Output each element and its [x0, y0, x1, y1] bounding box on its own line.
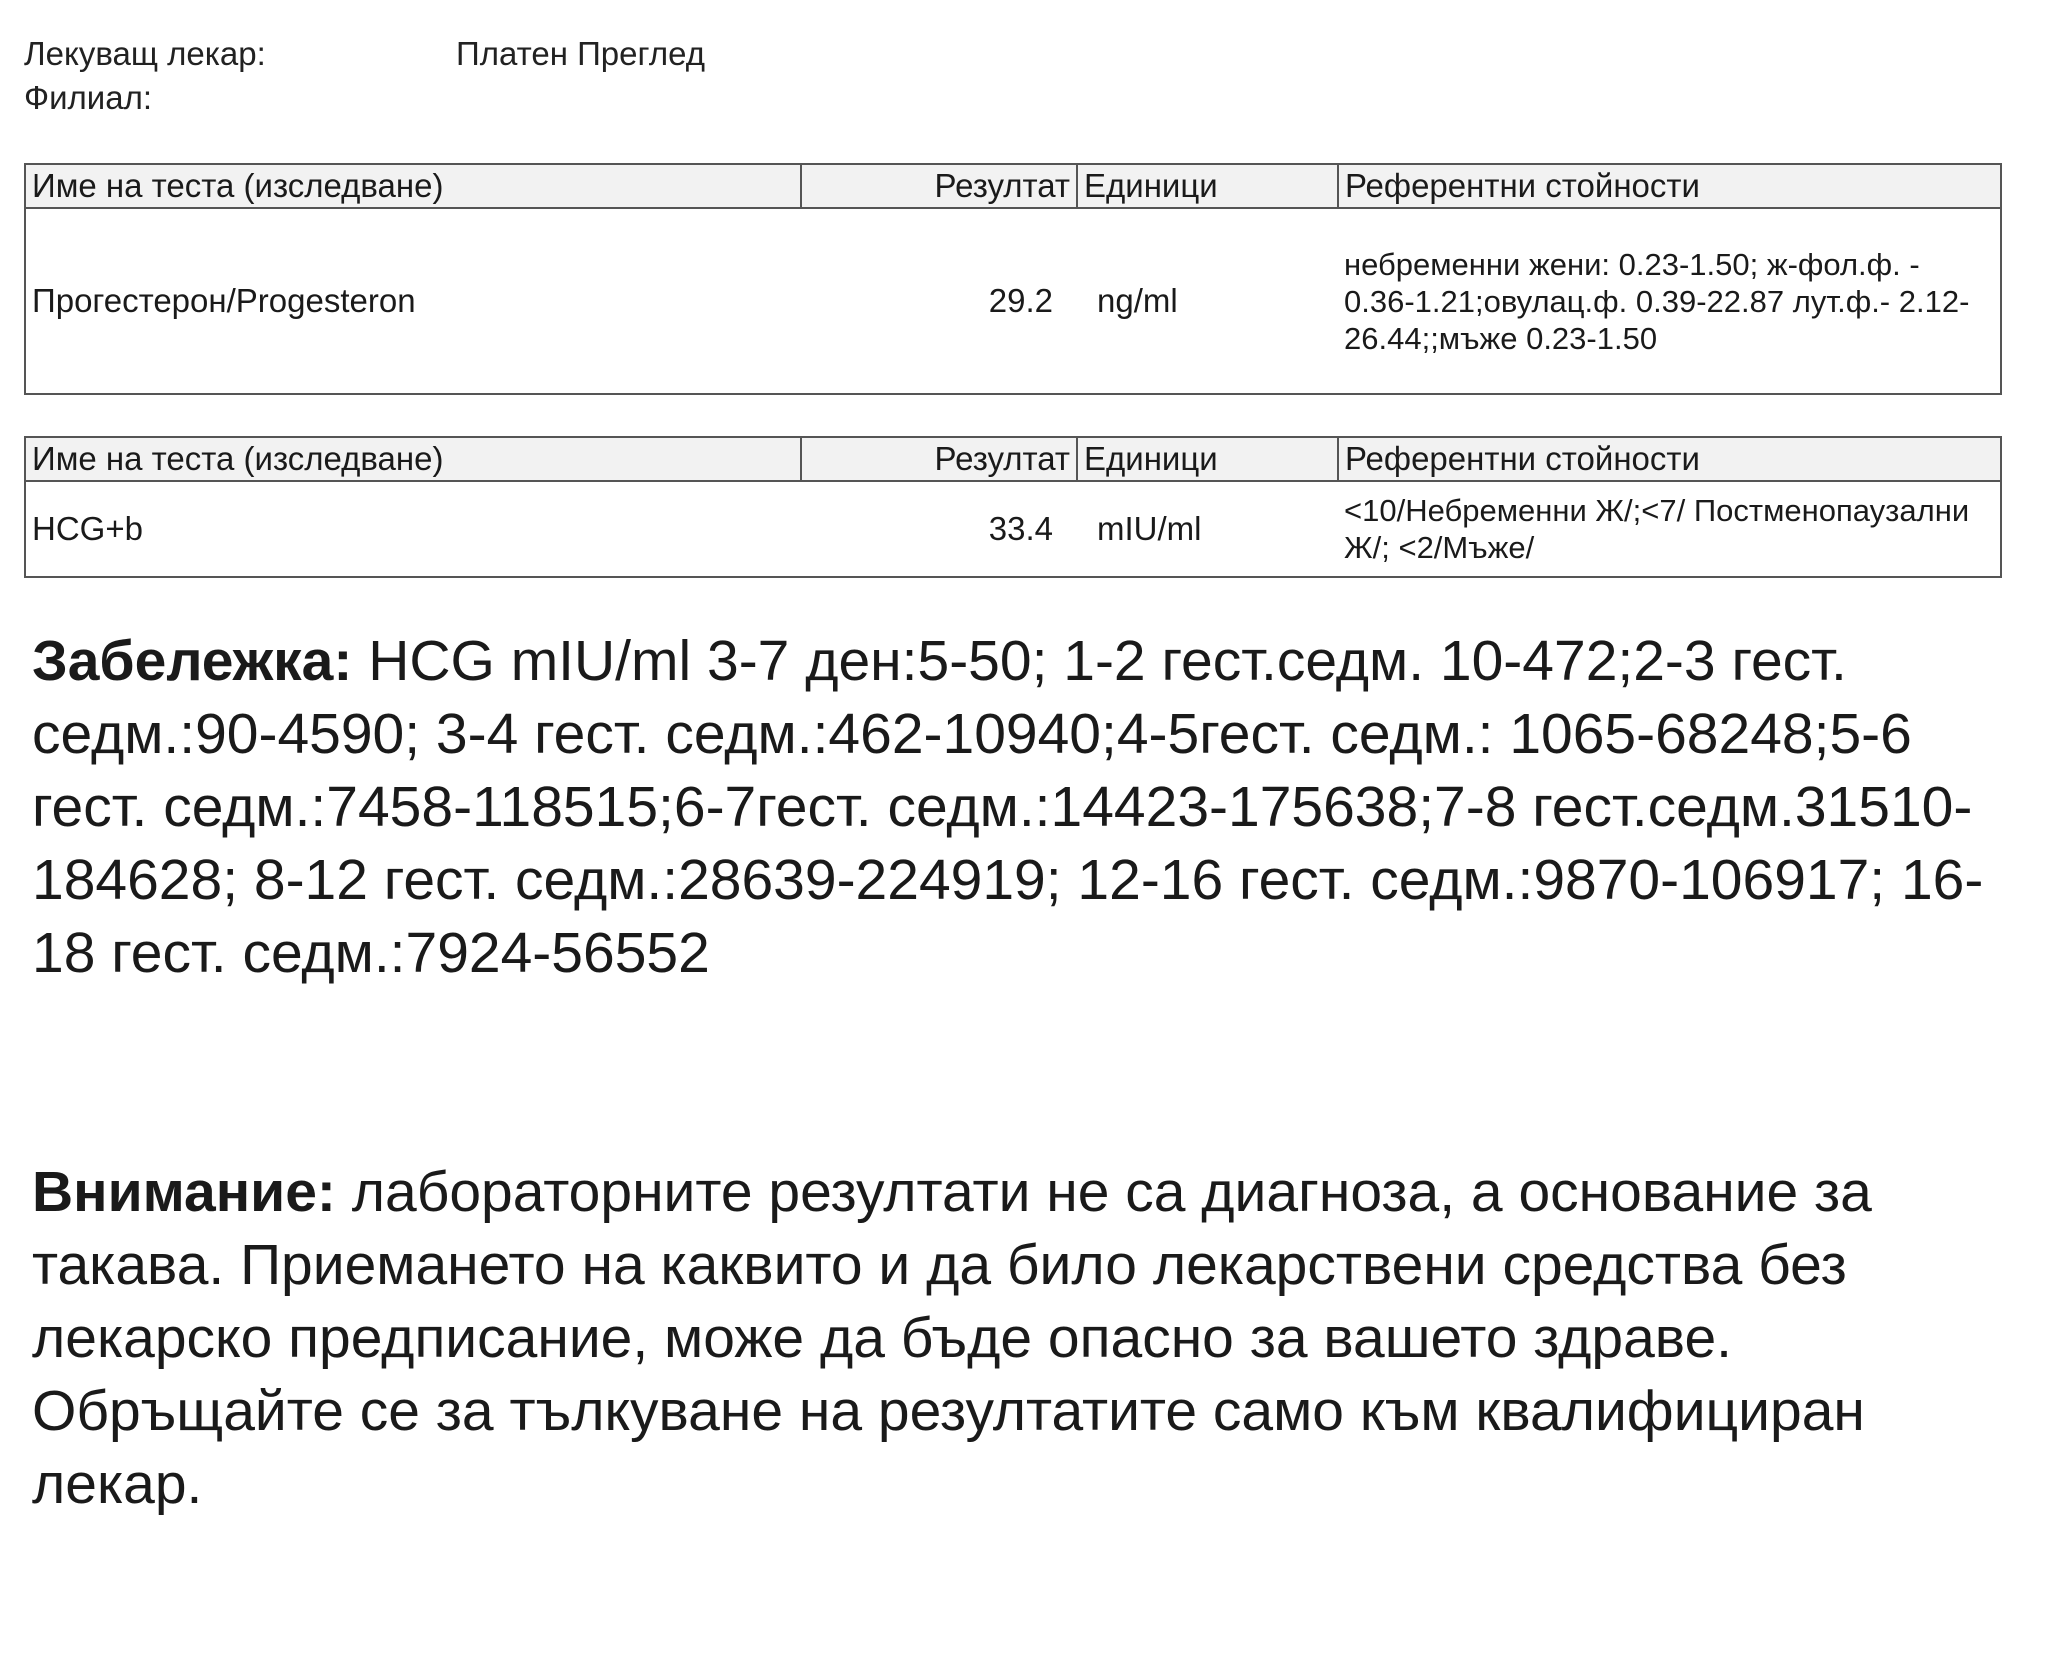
attending-doctor-label: Лекуващ лекар:: [24, 35, 266, 72]
remark-label: Забележка:: [32, 629, 353, 693]
test-units: mIU/ml: [1077, 481, 1338, 577]
table-row: [25, 208, 2001, 394]
results-table-progesterone: [24, 163, 2002, 395]
column-header-result: Резултат: [801, 164, 1077, 208]
column-header-units: Единици: [1077, 164, 1338, 208]
test-reference: небременни жени: 0.23-1.50; ж-фол.ф. - 0.36-1.21;овулац.ф. 0.39-22.87 лут.ф.- 2.12-26.44;;мъже 0.23-1.50: [1338, 208, 2001, 394]
warning-note: [32, 1156, 2022, 1521]
remark-note: [32, 625, 2022, 990]
remark-text: HCG mIU/ml 3-7 ден:5-50; 1-2 гест.седм. 10-472;2-3 гест. седм.:90-4590; 3-4 гест. седм.:462-10940;4-5гест. седм.: 1065-68248;5-6 гест. седм.:7458-118515;6-7гест. седм.:14423-175638;7-8 гест.седм.31510-184628; 8-12 гест. седм.:28639-224919; 12-16 гест. седм.:9870-106917; 16-18 гест. седм.:7924-56552: [32, 629, 1984, 985]
column-header-reference: Референтни стойности: [1338, 437, 2001, 481]
warning-label: Внимание:: [32, 1160, 336, 1224]
test-result: 33.4: [801, 481, 1077, 577]
test-reference: <10/Небременни Ж/;<7/ Постменопаузални Ж/; <2/Мъже/: [1338, 481, 2001, 577]
column-header-units: Единици: [1077, 437, 1338, 481]
test-result: 29.2: [801, 208, 1077, 394]
results-table-hcg: [24, 436, 2002, 578]
branch-label: Филиал:: [24, 79, 152, 116]
table-header-row: [25, 437, 2001, 481]
test-units: ng/ml: [1077, 208, 1338, 394]
column-header-test-name: Име на теста (изследване): [25, 164, 801, 208]
column-header-result: Резултат: [801, 437, 1077, 481]
table-header-row: [25, 164, 2001, 208]
test-name: Прогестерон/Progesteron: [25, 208, 801, 394]
table-row: [25, 481, 2001, 577]
warning-text: лабораторните резултати не са диагноза, а основание за такава. Приемането на каквито и да било лекарствени средства без лекарско предписание, може да бъде опасно за вашето здраве. Обръщайте се за тълкуване на резултатите само към квалифициран лекар.: [32, 1160, 1872, 1516]
column-header-test-name: Име на теста (изследване): [25, 437, 801, 481]
test-name: HCG+b: [25, 481, 801, 577]
column-header-reference: Референтни стойности: [1338, 164, 2001, 208]
attending-doctor-value: Платен Преглед: [456, 35, 705, 72]
